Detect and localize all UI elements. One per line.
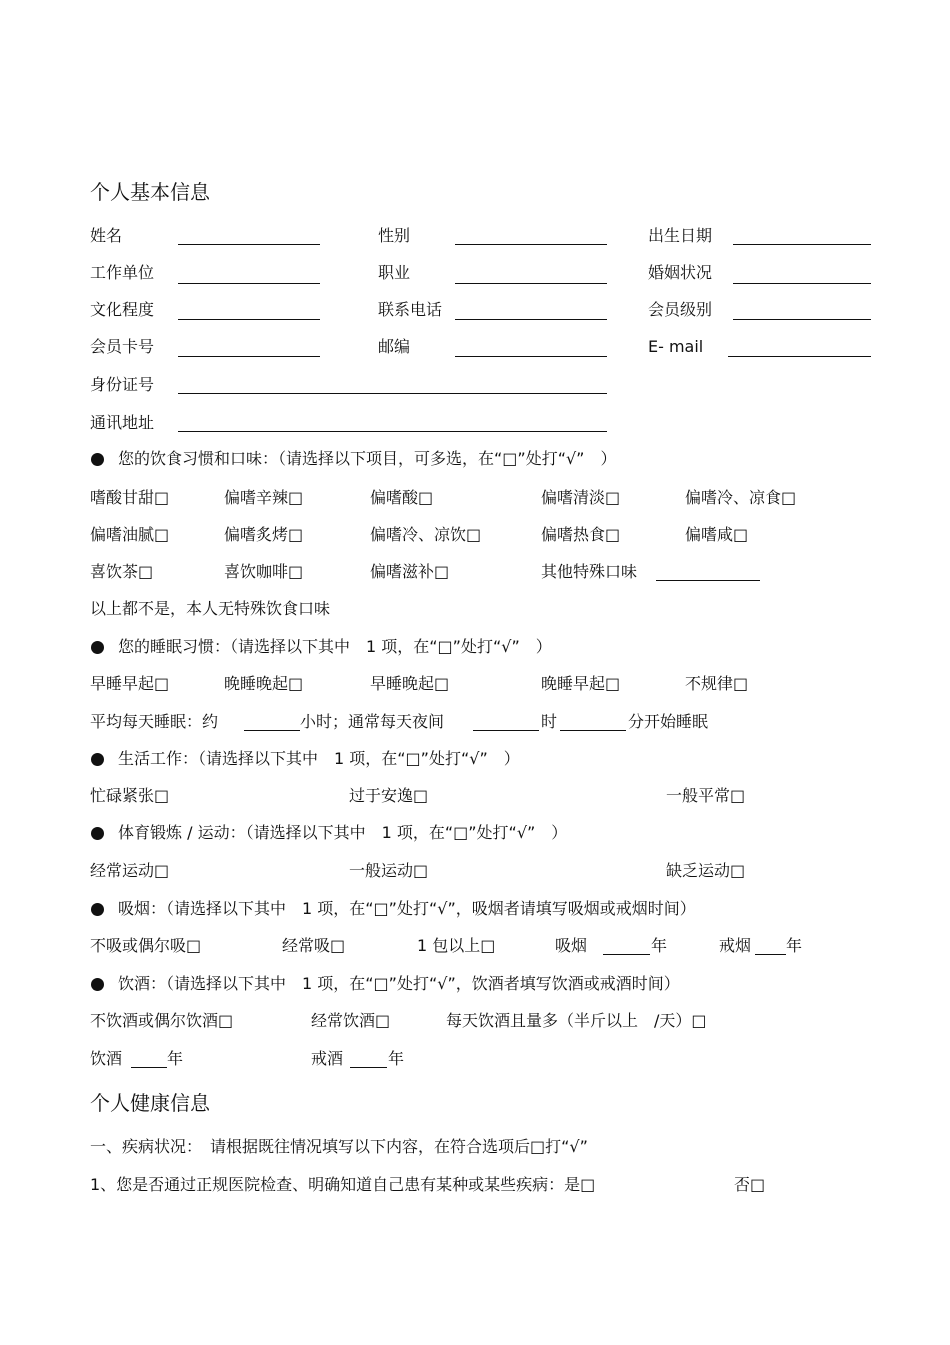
member-card-field-line[interactable]	[178, 356, 320, 357]
disease-status-intro: 一、疾病状况： 请根据既往情况填写以下内容，在符合选项后□打“√”	[90, 1137, 588, 1156]
exercise-option[interactable]: 缺乏运动□	[666, 861, 746, 880]
diet-question: 您的饮食习惯和口味：（请选择以下项目，可多选，在“□”处打“√” ）	[118, 449, 617, 468]
gender-field-line[interactable]	[455, 244, 607, 245]
sleep-option[interactable]: 早睡晚起□	[370, 674, 450, 693]
phone-field-line[interactable]	[455, 319, 607, 320]
diet-option-other: 其他特殊口味	[541, 562, 638, 581]
birth-date-field-line[interactable]	[733, 244, 871, 245]
sleep-hour-unit: 时	[541, 712, 558, 731]
label-work-unit: 工作单位	[90, 263, 155, 282]
smoking-option[interactable]: 经常吸□	[282, 936, 346, 955]
postcode-field-line[interactable]	[455, 356, 607, 357]
diet-option[interactable]: 偏嗜冷、凉食□	[685, 488, 797, 507]
bullet-icon	[91, 903, 104, 916]
disease-question-1-no[interactable]: 否□	[734, 1175, 766, 1194]
name-field-line[interactable]	[178, 244, 320, 245]
bullet-icon	[91, 753, 104, 766]
label-gender: 性别	[378, 226, 411, 245]
drinking-option[interactable]: 不饮酒或偶尔饮酒□	[90, 1011, 234, 1030]
smoking-question: 吸烟：（请选择以下其中 1 项，在“□”处打“√”，吸烟者请填写吸烟或戒烟时间）	[118, 899, 696, 918]
smoking-option[interactable]: 1 包以上□	[417, 936, 496, 955]
work-option[interactable]: 一般平常□	[666, 786, 746, 805]
drinking-question: 饮酒：（请选择以下其中 1 项，在“□”处打“√”，饮酒者填写饮酒或戒酒时间）	[118, 974, 680, 993]
address-field-line[interactable]	[178, 431, 607, 432]
diet-option[interactable]: 偏嗜酸□	[370, 488, 434, 507]
diet-option[interactable]: 偏嗜滋补□	[370, 562, 450, 581]
label-name: 姓名	[90, 226, 123, 245]
member-level-field-line[interactable]	[733, 319, 871, 320]
label-marital-status: 婚姻状况	[648, 263, 713, 282]
label-member-card: 会员卡号	[90, 337, 155, 356]
smoking-option[interactable]: 不吸或偶尔吸□	[90, 936, 202, 955]
sleep-avg-label: 平均每天睡眠：约	[90, 712, 219, 731]
label-phone: 联系电话	[378, 300, 443, 319]
bullet-icon	[91, 978, 104, 991]
label-birth-date: 出生日期	[648, 226, 713, 245]
sleep-minute-field-line[interactable]	[560, 730, 626, 731]
sleep-option[interactable]: 晚睡晚起□	[224, 674, 304, 693]
exercise-option[interactable]: 经常运动□	[90, 861, 170, 880]
diet-option[interactable]: 喜饮茶□	[90, 562, 154, 581]
email-field-line[interactable]	[728, 356, 871, 357]
exercise-option[interactable]: 一般运动□	[349, 861, 429, 880]
marital-status-field-line[interactable]	[733, 283, 871, 284]
work-question: 生活工作：（请选择以下其中 1 项，在“□”处打“√” ）	[118, 749, 520, 768]
sleep-minute-label: 分开始睡眠	[628, 712, 709, 731]
sleep-hours-label: 小时；通常每天夜间	[300, 712, 445, 731]
quit-drinking-field-line[interactable]	[350, 1067, 387, 1068]
bullet-icon	[91, 827, 104, 840]
exercise-question: 体育锻炼 / 运动：（请选择以下其中 1 项，在“□”处打“√” ）	[118, 823, 568, 842]
id-number-field-line[interactable]	[178, 393, 607, 394]
label-member-level: 会员级别	[648, 300, 713, 319]
bullet-icon	[91, 453, 104, 466]
sleep-hour-field-line[interactable]	[473, 730, 539, 731]
diet-option[interactable]: 偏嗜清淡□	[541, 488, 621, 507]
label-id-number: 身份证号	[90, 375, 155, 394]
drinking-year-unit: 年	[167, 1049, 184, 1068]
smoking-years-label: 吸烟	[555, 936, 588, 955]
sleep-question: 您的睡眠习惯：（请选择以下其中 1 项，在“□”处打“√” ）	[118, 637, 552, 656]
drinking-years-label: 饮酒	[90, 1049, 123, 1068]
quit-smoking-year-unit: 年	[786, 936, 803, 955]
sleep-option[interactable]: 晚睡早起□	[541, 674, 621, 693]
occupation-field-line[interactable]	[455, 283, 607, 284]
smoking-years-field-line[interactable]	[603, 954, 650, 955]
sleep-option[interactable]: 早睡早起□	[90, 674, 170, 693]
section-title-health-info: 个人健康信息	[90, 1091, 210, 1115]
label-address: 通讯地址	[90, 413, 155, 432]
diet-option[interactable]: 偏嗜冷、凉饮□	[370, 525, 482, 544]
quit-drinking-label: 戒酒	[311, 1049, 344, 1068]
bullet-icon	[91, 641, 104, 654]
smoking-year-unit: 年	[651, 936, 668, 955]
quit-smoking-field-line[interactable]	[755, 954, 786, 955]
quit-smoking-label: 戒烟	[719, 936, 752, 955]
label-occupation: 职业	[378, 263, 411, 282]
diet-option[interactable]: 偏嗜油腻□	[90, 525, 170, 544]
diet-option[interactable]: 偏嗜咸□	[685, 525, 749, 544]
label-email: E- mail	[648, 337, 704, 356]
education-field-line[interactable]	[178, 319, 320, 320]
section-title-basic-info: 个人基本信息	[90, 180, 210, 204]
sleep-option[interactable]: 不规律□	[685, 674, 749, 693]
work-option[interactable]: 过于安逸□	[349, 786, 429, 805]
label-postcode: 邮编	[378, 337, 411, 356]
other-taste-field-line[interactable]	[656, 580, 760, 581]
diet-option[interactable]: 偏嗜辛辣□	[224, 488, 304, 507]
drinking-years-field-line[interactable]	[131, 1067, 167, 1068]
work-unit-field-line[interactable]	[178, 283, 320, 284]
drinking-option[interactable]: 经常饮酒□	[311, 1011, 391, 1030]
work-option[interactable]: 忙碌紧张□	[90, 786, 170, 805]
quit-drinking-year-unit: 年	[388, 1049, 405, 1068]
diet-none[interactable]: 以上都不是，本人无特殊饮食口味	[90, 599, 331, 618]
drinking-option[interactable]: 每天饮酒且量多（半斤以上 /天）□	[446, 1011, 707, 1030]
disease-question-1[interactable]: 1、您是否通过正规医院检查、明确知道自己患有某种或某些疾病：是□	[90, 1175, 596, 1194]
diet-option[interactable]: 喜饮咖啡□	[224, 562, 304, 581]
diet-option[interactable]: 嗜酸甘甜□	[90, 488, 170, 507]
diet-option[interactable]: 偏嗜热食□	[541, 525, 621, 544]
diet-option[interactable]: 偏嗜炙烤□	[224, 525, 304, 544]
sleep-hours-field-line[interactable]	[244, 730, 300, 731]
label-education: 文化程度	[90, 300, 155, 319]
